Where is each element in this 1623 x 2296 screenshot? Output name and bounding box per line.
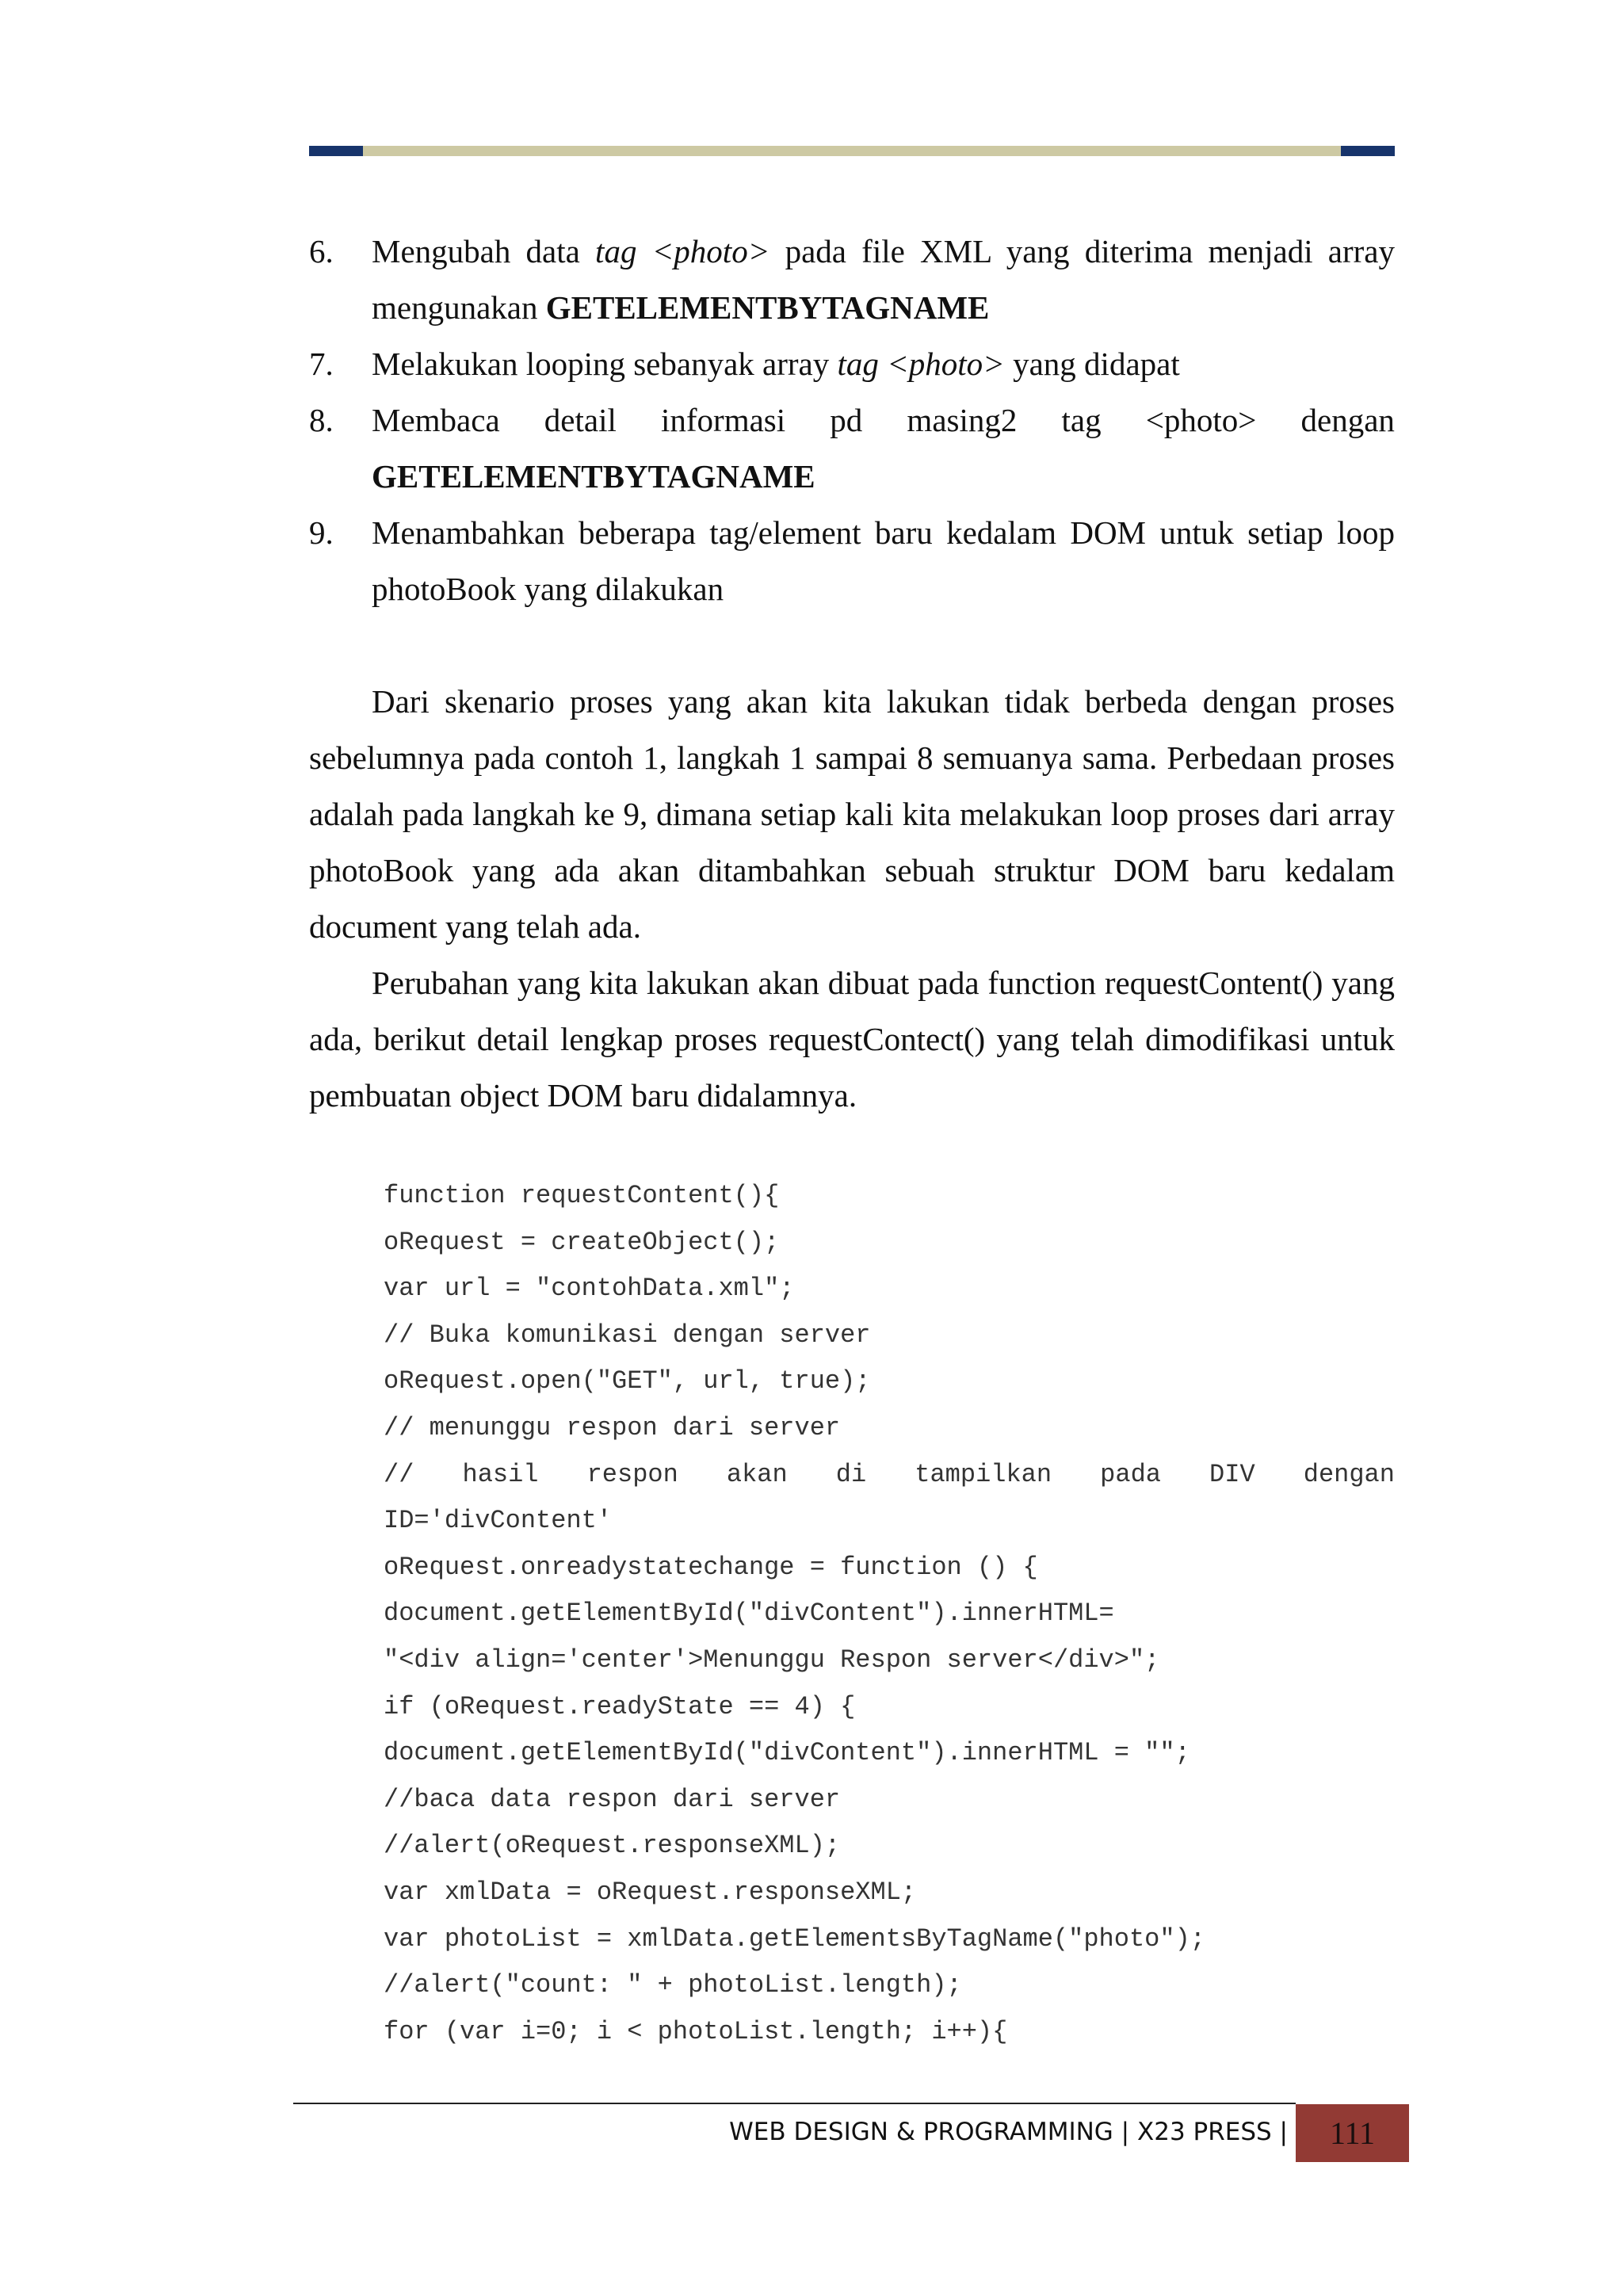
code-line: oRequest = createObject(); — [384, 1227, 780, 1257]
list-number: 8. — [309, 402, 334, 438]
code-line: //alert("count: " + photoList.length); — [384, 1970, 962, 2000]
list-number: 9. — [309, 514, 334, 551]
list-item-text: Membaca detail informasi pd masing2 tag <photo> dengan GETELEMENTBYTAGNAME — [372, 392, 1395, 505]
code-line: //alert(oRequest.responseXML); — [384, 1831, 841, 1861]
list-number: 6. — [309, 233, 334, 269]
code-line: var photoList = xmlData.getElementsByTagName("photo"); — [384, 1924, 1205, 1954]
list-item-text: Mengubah data tag <photo> pada file XML yang diterima menjadi array mengunakan GETELEMENTBYTAGNAME — [372, 233, 1395, 326]
paragraph: Perubahan yang kita lakukan akan dibuat pada function requestContent() yang ada, berikut detail lengkap proses requestContect() yang telah dimodifikasi untuk pembuatan object DOM baru didalamnya. — [309, 965, 1395, 1114]
code-line: // hasil respon akan di tampilkan pada DIV dengan — [384, 1459, 1395, 1489]
list-item — [309, 392, 1395, 505]
code-line: if (oRequest.readyState == 4) { — [384, 1691, 856, 1721]
code-line: document.getElementById("divContent").innerHTML= — [384, 1599, 1114, 1629]
body-text — [309, 223, 1395, 1124]
footer-rule — [293, 2103, 1296, 2104]
header-decorative-bar — [309, 146, 1395, 156]
header-bar-left-accent — [309, 146, 363, 156]
code-line: document.getElementById("divContent").innerHTML = ""; — [384, 1738, 1190, 1768]
code-line: "<div align='center'>Menunggu Respon server</div>"; — [384, 1645, 1160, 1675]
code-line: // Buka komunikasi dengan server — [384, 1320, 871, 1350]
code-line: oRequest.onreadystatechange = function () { — [384, 1552, 1038, 1582]
page-number-box — [1296, 2104, 1409, 2162]
code-line: var url = "contohData.xml"; — [384, 1274, 795, 1304]
header-bar-middle — [363, 146, 1341, 156]
list-item — [309, 505, 1395, 617]
list-item — [309, 336, 1395, 392]
code-line: oRequest.open("GET", url, true); — [384, 1366, 871, 1396]
code-block — [384, 1173, 1395, 2055]
page-number: 111 — [1329, 2115, 1376, 2151]
list-item-line: Membaca detail informasi pd masing2 tag <photo> dengan — [372, 402, 1395, 438]
footer-title: WEB DESIGN & PROGRAMMING | X23 PRESS | — [729, 2118, 1288, 2146]
list-item-text: Menambahkan beberapa tag/element baru kedalam DOM untuk setiap loop photoBook yang dilakukan — [372, 514, 1395, 607]
list-item — [309, 223, 1395, 336]
list-number: 7. — [309, 346, 334, 382]
numbered-list — [309, 223, 1395, 617]
list-item-text: Melakukan looping sebanyak array tag <photo> yang didapat — [372, 346, 1180, 382]
header-bar-right-accent — [1341, 146, 1395, 156]
code-line: for (var i=0; i < photoList.length; i++){ — [384, 2016, 1008, 2046]
paragraph: Dari skenario proses yang akan kita lakukan tidak berbeda dengan proses sebelumnya pada contoh 1, langkah 1 sampai 8 semuanya sama. Perbedaan proses adalah pada langkah ke 9, dimana setiap kali kita melakukan loop proses dari array photoBook yang ada akan ditambahkan sebuah struktur DOM baru kedalam document yang telah ada. — [309, 683, 1395, 945]
code-line: function requestContent(){ — [384, 1181, 780, 1210]
code-line: // menunggu respon dari server — [384, 1412, 841, 1442]
code-line: ID='divContent' — [384, 1506, 613, 1536]
code-line: //baca data respon dari server — [384, 1784, 841, 1814]
code-line: var xmlData = oRequest.responseXML; — [384, 1877, 917, 1907]
